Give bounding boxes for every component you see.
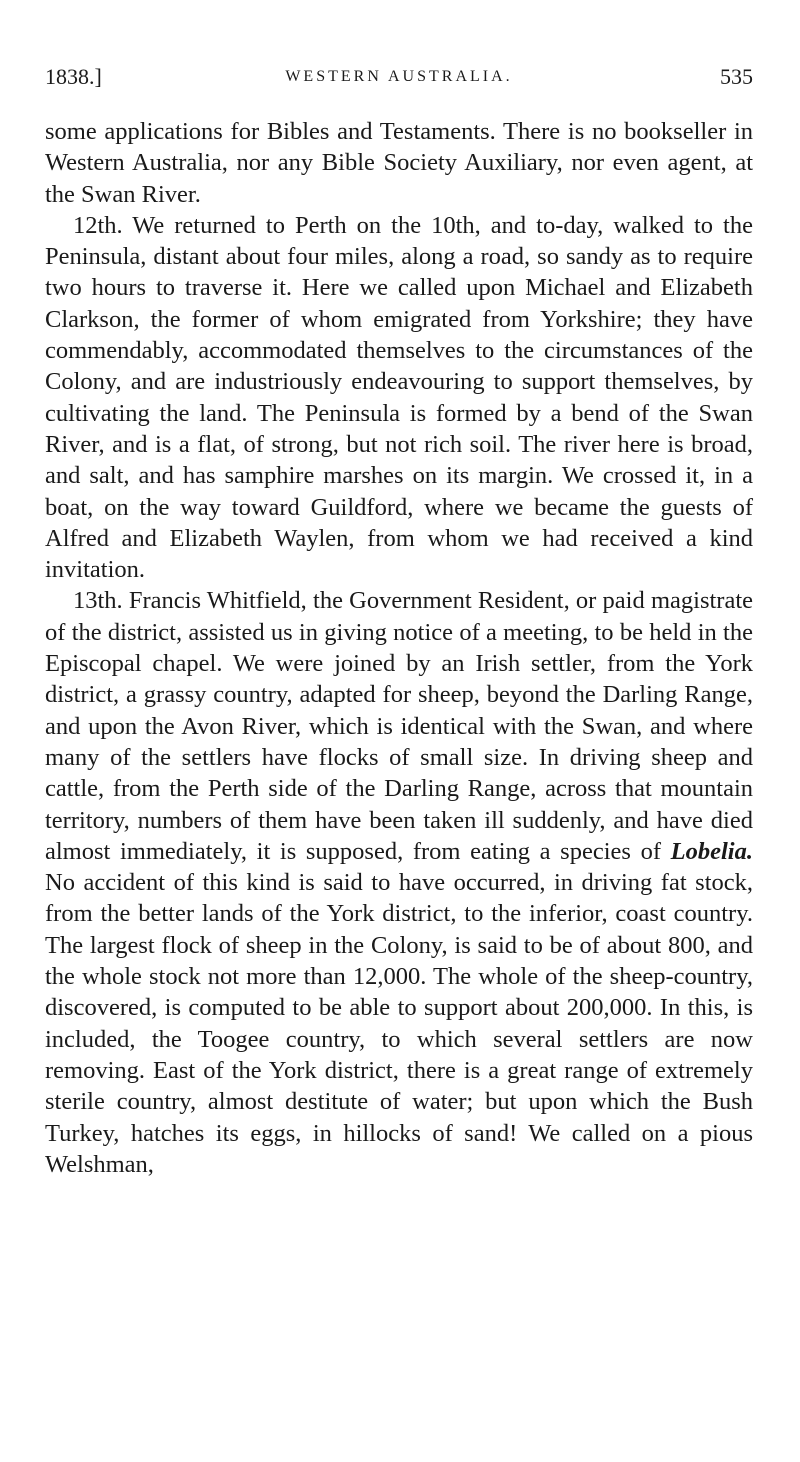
- paragraph-13th: [45, 585, 753, 1180]
- page-number: 535: [720, 64, 753, 89]
- italic-lobelia: Lobelia.: [670, 837, 753, 865]
- paragraph-continuation: some applications for Bibles and Testaments. There is no bookseller in Western Australia, nor any Bible Society Auxiliary, nor even agent, at the Swan River.: [45, 118, 753, 208]
- header-title: WESTERN AUSTRALIA.: [285, 68, 513, 85]
- paragraph-12th: 12th. We returned to Perth on the 10th, and to-day, walked to the Peninsula, distant about four miles, along a road, so sandy as to require two hours to traverse it. Here we called upon Michael and Elizabeth Clarkson, the former of whom emigrated from Yorkshire; they have commendably, accommodated themselves to the circumstances of the Colony, and are industriously endeavouring to support themselves, by cultivating the land. The Peninsula is formed by a bend of the Swan River, and is a flat, of strong, but not rich soil. The river here is broad, and salt, and has samphire marshes on its margin. We crossed it, in a boat, on the way toward Guildford, where we became the guests of Alfred and Elizabeth Waylen, from whom we had received a kind invitation.: [45, 211, 753, 584]
- paragraph-13th-text-after: No accident of this kind is said to have occurred, in driving fat stock, from the better lands of the York district, to the inferior, coast country. The largest flock of sheep in the Colony, is said to be of about 800, and the whole stock not more than 12,000. The whole of the sheep-country, discovered, is computed to be able to support about 200,000. In this, is included, the Toogee country, to which several settlers are now removing. East of the York district, there is a great range of extremely sterile country, almost destitute of water; but upon which the Bush Turkey, hatches its eggs, in hillocks of sand! We called on a pious Welshman,: [45, 869, 753, 1178]
- paragraph-13th-text-before: 13th. Francis Whitfield, the Government Resident, or paid magistrate of the district, assisted us in giving notice of a meeting, to be held in the Episcopal chapel. We were joined by an Irish settler, from the York district, a grassy country, adapted for sheep, beyond the Darling Range, and upon the Avon River, which is identical with the Swan, and where many of the settlers have flocks of small size. In driving sheep and cattle, from the Perth side of the Darling Range, across that mountain territory, numbers of them have been taken ill suddenly, and have died almost immediately, it is supposed, from eating a species of: [45, 587, 753, 865]
- header-year: 1838.]: [45, 64, 102, 89]
- body-text: [45, 116, 753, 1180]
- running-head: [45, 62, 753, 92]
